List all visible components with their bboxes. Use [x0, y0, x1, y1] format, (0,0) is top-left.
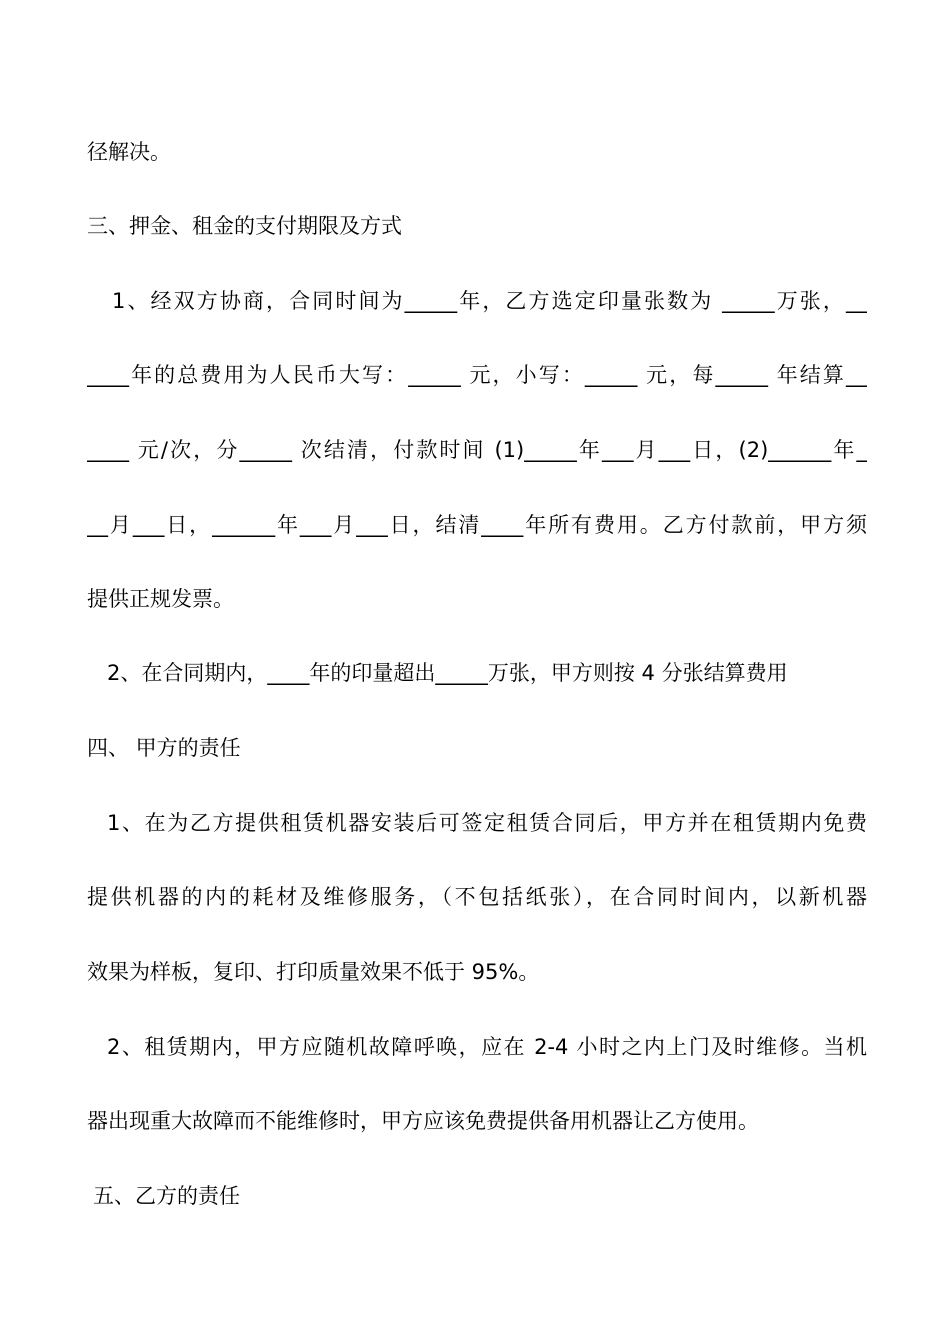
section-heading: 三、押金、租金的支付期限及方式: [87, 214, 402, 238]
paragraph-line: 1、在为乙方提供租赁机器安装后可签定租赁合同后，甲方并在租赁期内免费: [107, 811, 867, 835]
section-heading: 四、 甲方的责任: [87, 736, 241, 760]
paragraph-line: 1、经双方协商，合同时间为_____年，乙方选定印量张数为 _____万张，__: [112, 289, 867, 313]
paragraph-line: ____年的总费用为人民币大写：_____ 元，小写：_____ 元，每_____ 年结算__: [87, 363, 867, 387]
paragraph-line: 提供正规发票。: [87, 587, 234, 611]
paragraph-line: ____ 元/次，分_____ 次结清，付款时间 (1)_____年___月___日，(2)______年_: [87, 438, 867, 462]
paragraph-line: 效果为样板，复印、打印质量效果不低于 95%。: [87, 960, 540, 984]
paragraph-line: __月___日，______年___月___日，结清____年所有费用。乙方付款前，甲方须: [87, 513, 867, 537]
paragraph-line: 2、在合同期内，____年的印量超出_____万张，甲方则按 4 分张结算费用: [107, 661, 788, 685]
section-heading: 五、乙方的责任: [93, 1184, 240, 1208]
paragraph-line: 2、租赁期内，甲方应随机故障呼唤，应在 2-4 小时之内上门及时维修。当机: [107, 1035, 867, 1059]
paragraph-line: 提供机器的内的耗材及维修服务，（不包括纸张），在合同时间内，以新机器: [87, 885, 867, 909]
paragraph-line: 器出现重大故障而不能维修时，甲方应该免费提供备用机器让乙方使用。: [87, 1109, 759, 1133]
paragraph-line: 径解决。: [87, 140, 171, 164]
